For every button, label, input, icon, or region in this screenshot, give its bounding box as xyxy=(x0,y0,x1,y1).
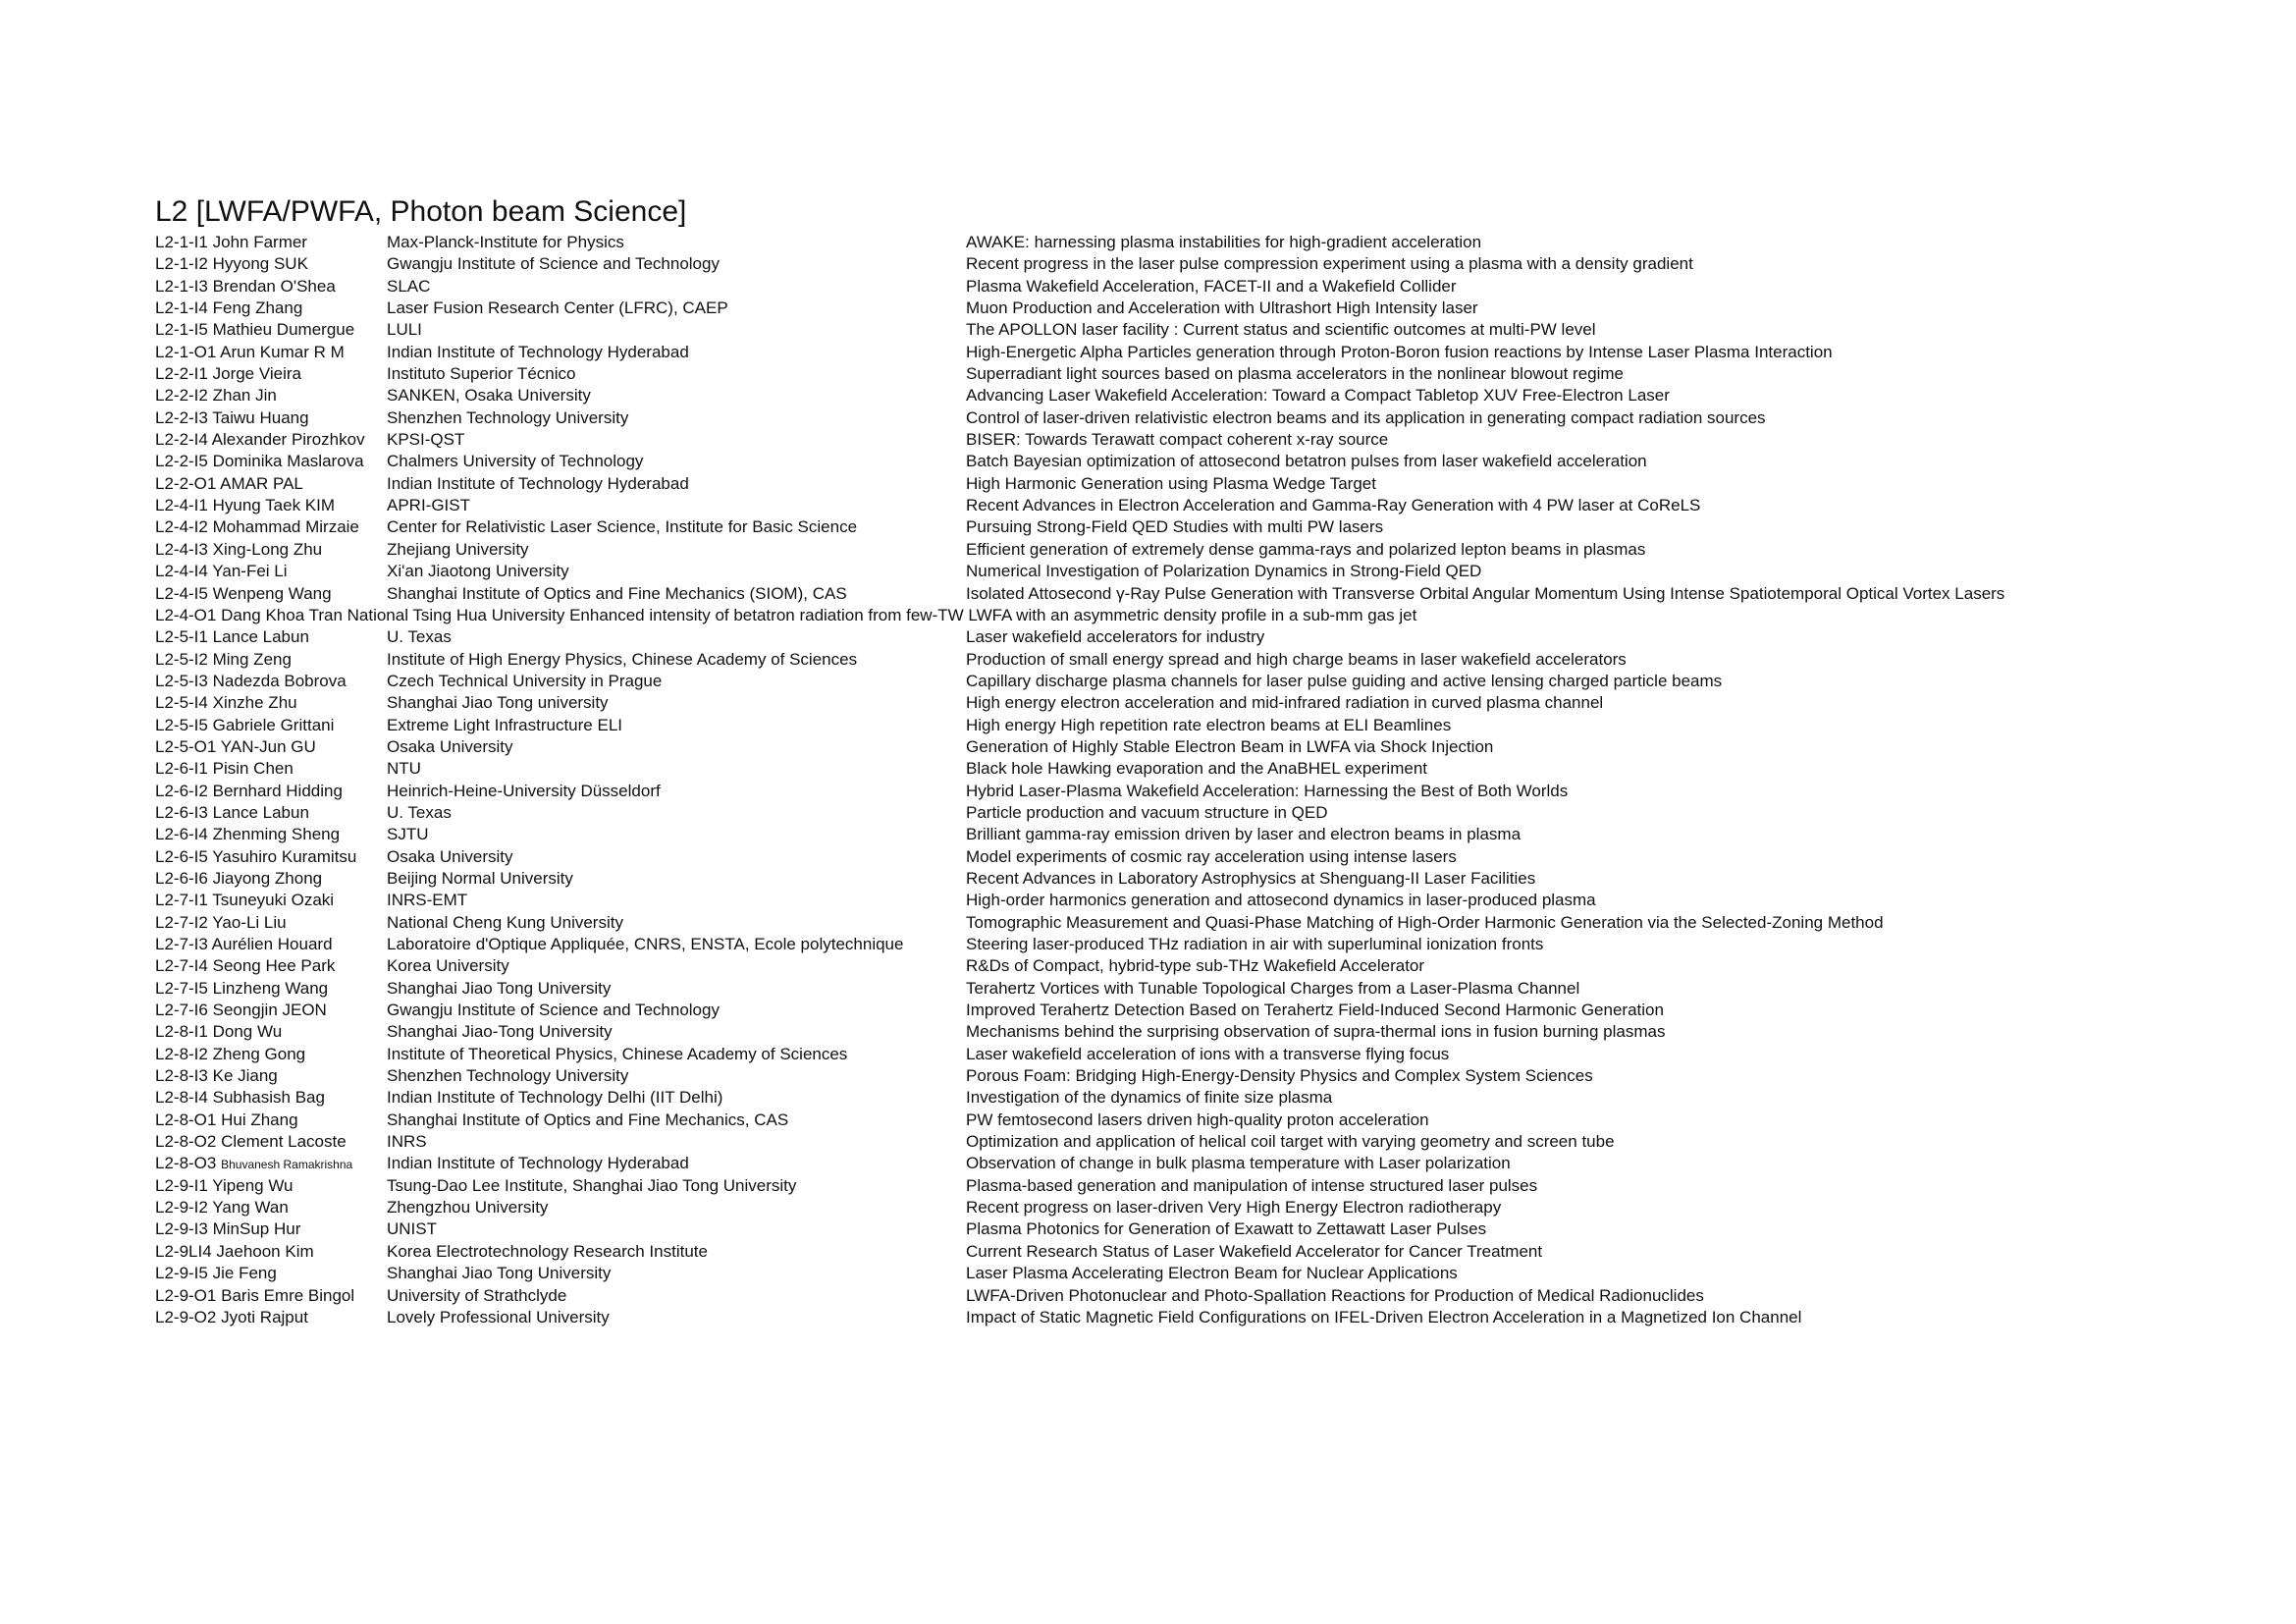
speaker-name: Baris Emre Bingol xyxy=(221,1285,355,1305)
presentation-row xyxy=(155,1087,2216,1109)
code-and-speaker xyxy=(155,495,335,516)
talk-title: The APOLLON laser facility : Current status and scientific outcomes at multi-PW level xyxy=(966,320,1596,340)
speaker-name: Gabriele Grittani xyxy=(212,715,335,734)
session-code: L2-9-I3 xyxy=(155,1219,208,1239)
speaker-name: Yan-Fei Li xyxy=(212,562,288,581)
speaker-name: Alexander Pirozhkov xyxy=(211,430,365,450)
presentation-row xyxy=(155,451,2216,472)
institution: INRS xyxy=(387,1132,427,1152)
code-and-speaker xyxy=(155,1175,294,1197)
institution: Shenzhen Technology University xyxy=(387,407,629,427)
code-and-speaker xyxy=(155,781,343,802)
code-and-speaker xyxy=(155,232,307,253)
session-code: L2-6-I6 xyxy=(155,868,208,888)
talk-title: High Harmonic Generation using Plasma Wedge Target xyxy=(966,473,1376,493)
presentation-row xyxy=(155,912,2216,934)
session-code: L2-2-I1 xyxy=(155,364,208,384)
institution: Shanghai Institute of Optics and Fine Mechanics (SIOM), CAS xyxy=(387,583,847,603)
presentation-row xyxy=(155,319,2216,341)
code-and-speaker xyxy=(155,649,292,671)
presentation-row xyxy=(155,890,2216,911)
speaker-name: Taiwu Huang xyxy=(212,407,309,427)
institution: Shenzhen Technology University xyxy=(387,1066,629,1086)
institution: Shanghai Jiao Tong University xyxy=(387,1264,612,1283)
presentation-row xyxy=(155,978,2216,1000)
institution: Xi'an Jiaotong University xyxy=(387,562,569,581)
session-code: L2-2-I2 xyxy=(155,386,208,406)
presentation-row xyxy=(155,715,2216,736)
institution: SJTU xyxy=(387,825,429,844)
institution: Osaka University xyxy=(387,736,513,756)
session-code: L2-5-I2 xyxy=(155,649,208,669)
presentation-row xyxy=(155,363,2216,385)
speaker-name: Xinzhe Zhu xyxy=(212,693,297,713)
speaker-name: AMAR PAL xyxy=(220,473,303,493)
session-code: L2-5-I1 xyxy=(155,627,208,647)
speaker-name: Linzheng Wang xyxy=(212,978,329,998)
code-and-speaker xyxy=(155,934,333,955)
speaker-name: Ming Zeng xyxy=(212,649,292,669)
talk-title: Mechanisms behind the surprising observation of supra-thermal ions in fusion burning plasmas xyxy=(966,1022,1666,1042)
talk-title: PW femtosecond lasers driven high-quality proton acceleration xyxy=(966,1110,1429,1129)
code-and-speaker xyxy=(155,758,294,780)
speaker-name: Xing-Long Zhu xyxy=(212,539,323,559)
session-code: L2-7-I4 xyxy=(155,956,208,976)
code-and-speaker xyxy=(155,407,309,429)
institution: Beijing Normal University xyxy=(387,868,573,888)
talk-title: Current Research Status of Laser Wakefield Accelerator for Cancer Treatment xyxy=(966,1241,1543,1261)
talk-title: Hybrid Laser-Plasma Wakefield Acceleration: Harnessing the Best of Both Worlds xyxy=(966,781,1569,800)
institution: KPSI-QST xyxy=(387,430,465,450)
code-and-speaker xyxy=(155,429,365,451)
session-code: L2-6-I4 xyxy=(155,825,208,844)
session-code: L2-4-I2 xyxy=(155,517,208,537)
institution: Instituto Superior Técnico xyxy=(387,364,576,384)
presentation-line: L2-4-O1 Dang Khoa Tran National Tsing Hua University Enhanced intensity of betatron radiation from few-TW LWFA with an asymmetric density profile in a sub-mm gas jet xyxy=(155,605,1417,624)
session-code: L2-7-I5 xyxy=(155,978,208,998)
talk-title: Plasma Wakefield Acceleration, FACET-II and a Wakefield Collider xyxy=(966,276,1457,296)
code-and-speaker xyxy=(155,890,334,911)
speaker-name: Zhan Jin xyxy=(212,386,277,406)
session-code: L2-8-O2 xyxy=(155,1132,217,1152)
talk-title: High energy electron acceleration and mid-infrared radiation in curved plasma channel xyxy=(966,693,1604,713)
session-code: L2-7-I6 xyxy=(155,1001,208,1020)
talk-title: Superradiant light sources based on plasma accelerators in the nonlinear blowout regime xyxy=(966,364,1624,384)
talk-title: Porous Foam: Bridging High-Energy-Density Physics and Complex System Sciences xyxy=(966,1066,1593,1086)
institution: Shanghai Jiao-Tong University xyxy=(387,1022,613,1042)
session-code: L2-6-I3 xyxy=(155,802,208,822)
talk-title: High energy High repetition rate electron beams at ELI Beamlines xyxy=(966,715,1452,734)
speaker-name: Jyoti Rajput xyxy=(221,1307,308,1326)
talk-title: High-order harmonics generation and attosecond dynamics in laser-produced plasma xyxy=(966,891,1596,910)
presentation-row xyxy=(155,824,2216,845)
institution: Osaka University xyxy=(387,846,513,866)
institution: Institute of Theoretical Physics, Chinese Academy of Sciences xyxy=(387,1044,848,1063)
code-and-speaker xyxy=(155,1000,327,1021)
session-code: L2-8-I4 xyxy=(155,1088,208,1108)
code-and-speaker xyxy=(155,736,316,758)
speaker-name: Tsuneyuki Ozaki xyxy=(212,891,335,910)
institution: Laboratoire d'Optique Appliquée, CNRS, ENSTA, Ecole polytechnique xyxy=(387,935,904,953)
speaker-name: Feng Zhang xyxy=(212,298,303,318)
session-code: L2-2-I3 xyxy=(155,407,208,427)
institution: Institute of High Energy Physics, Chinese Academy of Sciences xyxy=(387,649,858,669)
code-and-speaker xyxy=(155,978,328,1000)
speaker-name: Aurélien Houard xyxy=(211,935,333,953)
code-and-speaker xyxy=(155,1110,298,1131)
code-and-speaker xyxy=(155,671,347,692)
institution: Chalmers University of Technology xyxy=(387,452,644,471)
session-code: L2-1-I1 xyxy=(155,233,208,251)
speaker-name: Bhuvanesh Ramakrishna xyxy=(221,1158,353,1172)
institution: Center for Relativistic Laser Science, Institute for Basic Science xyxy=(387,517,858,537)
code-and-speaker xyxy=(155,692,297,714)
code-and-speaker xyxy=(155,451,364,472)
session-code: L2-5-I5 xyxy=(155,715,208,734)
talk-title: LWFA-Driven Photonuclear and Photo-Spallation Reactions for Production of Medical Radionuclides xyxy=(966,1285,1704,1305)
talk-title: Advancing Laser Wakefield Acceleration: Toward a Compact Tabletop XUV Free-Electron Laser xyxy=(966,386,1670,406)
talk-title: R&Ds of Compact, hybrid-type sub-THz Wakefield Accelerator xyxy=(966,956,1425,976)
speaker-name: Lance Labun xyxy=(212,802,309,822)
speaker-name: YAN-Jun GU xyxy=(220,736,316,756)
talk-title: Capillary discharge plasma channels for laser pulse guiding and active lensing charged particle beams xyxy=(966,671,1723,690)
institution: U. Texas xyxy=(387,802,452,822)
presentation-row xyxy=(155,232,2216,253)
presentation-row xyxy=(155,671,2216,692)
institution: Zhejiang University xyxy=(387,539,529,559)
code-and-speaker xyxy=(155,1285,354,1307)
session-code: L2-7-I1 xyxy=(155,891,208,910)
code-and-speaker xyxy=(155,516,359,538)
talk-title: Plasma Photonics for Generation of Exawatt to Zettawatt Laser Pulses xyxy=(966,1219,1487,1239)
talk-title: Steering laser-produced THz radiation in air with superluminal ionization fronts xyxy=(966,935,1544,953)
talk-title: Plasma-based generation and manipulation of intense structured laser pulses xyxy=(966,1175,1538,1195)
institution: Indian Institute of Technology Hyderabad xyxy=(387,1154,689,1173)
presentation-row xyxy=(155,583,2216,605)
code-and-speaker xyxy=(155,363,301,385)
talk-title: Laser wakefield accelerators for industry xyxy=(966,627,1265,647)
speaker-name: Lance Labun xyxy=(212,627,309,647)
code-and-speaker xyxy=(155,583,332,605)
session-code: L2-9-O1 xyxy=(155,1285,217,1305)
code-and-speaker xyxy=(155,1241,314,1263)
speaker-name: Ke Jiang xyxy=(212,1066,278,1086)
speaker-name: John Farmer xyxy=(212,233,307,251)
code-and-speaker xyxy=(155,342,345,363)
institution: Gwangju Institute of Science and Technology xyxy=(387,254,720,274)
institution: Shanghai Jiao Tong university xyxy=(387,693,609,713)
session-code: L2-8-I1 xyxy=(155,1022,208,1042)
code-and-speaker xyxy=(155,473,303,495)
code-and-speaker xyxy=(155,1131,347,1153)
institution: Heinrich-Heine-University Düsseldorf xyxy=(387,781,661,800)
talk-title: Terahertz Vortices with Tunable Topological Charges from a Laser-Plasma Channel xyxy=(966,978,1580,998)
institution: LULI xyxy=(387,320,422,340)
talk-title: Isolated Attosecond γ-Ray Pulse Generation with Transverse Orbital Angular Momentum Using Intense Spatiotemporal Optical Vortex Lasers xyxy=(966,583,2005,603)
code-and-speaker xyxy=(155,1153,352,1175)
speaker-name: Nadezda Bobrova xyxy=(212,671,347,690)
presentation-row xyxy=(155,955,2216,977)
presentation-row xyxy=(155,342,2216,363)
presentation-row xyxy=(155,605,2216,626)
speaker-name: Bernhard Hidding xyxy=(212,781,343,800)
session-code: L2-5-I4 xyxy=(155,693,208,713)
presentation-row xyxy=(155,1153,2216,1174)
talk-title: Investigation of the dynamics of finite size plasma xyxy=(966,1088,1333,1108)
session-code: L2-9LI4 xyxy=(155,1241,212,1261)
talk-title: High-Energetic Alpha Particles generation through Proton-Boron fusion reactions by Intense Laser Plasma Interaction xyxy=(966,342,1833,361)
session-code: L2-1-I2 xyxy=(155,254,208,274)
talk-title: Impact of Static Magnetic Field Configurations on IFEL-Driven Electron Acceleration in a Magnetized Ion Channel xyxy=(966,1307,1802,1326)
presentation-row xyxy=(155,276,2216,298)
speaker-name: Jaehoon Kim xyxy=(216,1241,314,1261)
code-and-speaker xyxy=(155,1065,278,1087)
session-code: L2-9-I5 xyxy=(155,1264,208,1283)
presentation-row xyxy=(155,516,2216,538)
presentation-row xyxy=(155,1021,2216,1043)
institution: Korea University xyxy=(387,956,509,976)
code-and-speaker xyxy=(155,561,288,582)
institution: Extreme Light Infrastructure ELI xyxy=(387,715,622,734)
session-code: L2-8-O3 xyxy=(155,1154,217,1173)
institution: Indian Institute of Technology Hyderabad xyxy=(387,342,689,361)
presentation-row xyxy=(155,1263,2216,1284)
speaker-name: Yasuhiro Kuramitsu xyxy=(212,846,357,866)
session-code: L2-8-I3 xyxy=(155,1066,208,1086)
institution: APRI-GIST xyxy=(387,496,471,515)
code-and-speaker xyxy=(155,1044,305,1065)
presentation-row xyxy=(155,429,2216,451)
speaker-name: Jiayong Zhong xyxy=(212,868,323,888)
talk-title: Muon Production and Acceleration with Ultrashort High Intensity laser xyxy=(966,298,1478,318)
speaker-name: Zheng Gong xyxy=(212,1044,306,1063)
session-code: L2-9-I2 xyxy=(155,1198,208,1218)
institution: Laser Fusion Research Center (LFRC), CAEP xyxy=(387,298,728,318)
presentation-row xyxy=(155,385,2216,406)
session-code: L2-1-I5 xyxy=(155,320,208,340)
talk-title: Control of laser-driven relativistic electron beams and its application in generating compact radiation sources xyxy=(966,407,1766,427)
talk-title: Recent progress on laser-driven Very High Energy Electron radiotherapy xyxy=(966,1198,1502,1218)
talk-title: Recent Advances in Laboratory Astrophysics at Shenguang-II Laser Facilities xyxy=(966,868,1536,888)
talk-title: Model experiments of cosmic ray acceleration using intense lasers xyxy=(966,846,1457,866)
code-and-speaker xyxy=(155,539,322,561)
institution: UNIST xyxy=(387,1219,437,1239)
institution: Korea Electrotechnology Research Institute xyxy=(387,1241,708,1261)
institution: SANKEN, Osaka University xyxy=(387,386,591,406)
institution: Tsung-Dao Lee Institute, Shanghai Jiao Tong University xyxy=(387,1175,797,1195)
talk-title: Batch Bayesian optimization of attosecond betatron pulses from laser wakefield acceleration xyxy=(966,452,1647,471)
code-and-speaker xyxy=(155,1087,325,1109)
session-code: L2-6-I2 xyxy=(155,781,208,800)
institution: U. Texas xyxy=(387,627,452,647)
session-code: L2-1-I4 xyxy=(155,298,208,318)
speaker-name: Yao-Li Liu xyxy=(212,912,287,932)
speaker-name: MinSup Hur xyxy=(212,1219,301,1239)
session-code: L2-1-I3 xyxy=(155,276,208,296)
presentation-row xyxy=(155,495,2216,516)
presentation-row xyxy=(155,736,2216,758)
presentation-row xyxy=(155,934,2216,955)
code-and-speaker xyxy=(155,846,356,868)
session-code: L2-7-I3 xyxy=(155,935,208,953)
code-and-speaker xyxy=(155,385,277,406)
talk-title: Optimization and application of helical coil target with varying geometry and screen tube xyxy=(966,1132,1615,1152)
institution: National Cheng Kung University xyxy=(387,912,623,932)
presentation-row xyxy=(155,407,2216,429)
speaker-name: Hui Zhang xyxy=(221,1110,298,1129)
presentation-row xyxy=(155,561,2216,582)
code-and-speaker xyxy=(155,955,335,977)
code-and-speaker xyxy=(155,912,287,934)
presentation-row xyxy=(155,846,2216,868)
speaker-name: Jie Feng xyxy=(212,1264,277,1283)
institution: NTU xyxy=(387,759,421,779)
speaker-name: Seongjin JEON xyxy=(212,1001,327,1020)
talk-title: Brilliant gamma-ray emission driven by laser and electron beams in plasma xyxy=(966,825,1522,844)
speaker-name: Dong Wu xyxy=(212,1022,283,1042)
speaker-name: Pisin Chen xyxy=(212,759,294,779)
institution: Zhengzhou University xyxy=(387,1198,549,1218)
institution: University of Strathclyde xyxy=(387,1285,567,1305)
talk-title: Black hole Hawking evaporation and the AnaBHEL experiment xyxy=(966,759,1427,779)
presentation-row xyxy=(155,1197,2216,1218)
presentation-row xyxy=(155,781,2216,802)
speaker-name: Yang Wan xyxy=(212,1198,289,1218)
code-and-speaker xyxy=(155,1197,289,1218)
talk-title: Particle production and vacuum structure in QED xyxy=(966,802,1328,822)
talk-title: Tomographic Measurement and Quasi-Phase Matching of High-Order Harmonic Generation via the Selected-Zoning Method xyxy=(966,912,1884,932)
code-and-speaker xyxy=(155,319,354,341)
code-and-speaker xyxy=(155,802,309,824)
presentation-row xyxy=(155,758,2216,780)
code-and-speaker xyxy=(155,824,340,845)
presentation-row xyxy=(155,253,2216,275)
talk-title: Efficient generation of extremely dense gamma-rays and polarized lepton beams in plasmas xyxy=(966,539,1646,559)
presentation-row xyxy=(155,626,2216,648)
session-code: L2-4-I4 xyxy=(155,562,208,581)
code-and-speaker xyxy=(155,1263,277,1284)
session-code: L2-2-I5 xyxy=(155,452,208,471)
presentation-list xyxy=(155,232,2216,1328)
speaker-name: Dominika Maslarova xyxy=(212,452,364,471)
session-code: L2-4-I3 xyxy=(155,539,208,559)
code-and-speaker xyxy=(155,1218,300,1240)
code-and-speaker xyxy=(155,253,308,275)
institution: Shanghai Institute of Optics and Fine Mechanics, CAS xyxy=(387,1110,789,1129)
talk-title: BISER: Towards Terawatt compact coherent x-ray source xyxy=(966,430,1389,450)
institution: Indian Institute of Technology Delhi (IIT Delhi) xyxy=(387,1088,723,1108)
session-code: L2-2-I4 xyxy=(155,430,208,450)
presentation-row xyxy=(155,649,2216,671)
presentation-row xyxy=(155,692,2216,714)
code-and-speaker xyxy=(155,1307,308,1328)
presentation-row xyxy=(155,1065,2216,1087)
presentation-row xyxy=(155,1307,2216,1328)
code-and-speaker xyxy=(155,868,322,890)
presentation-row xyxy=(155,1044,2216,1065)
speaker-name: Yipeng Wu xyxy=(212,1175,294,1195)
session-code: L2-7-I2 xyxy=(155,912,208,932)
talk-title: AWAKE: harnessing plasma instabilities for high-gradient acceleration xyxy=(966,233,1482,251)
presentation-row xyxy=(155,1218,2216,1240)
speaker-name: Mohammad Mirzaie xyxy=(212,517,359,537)
talk-title: Pursuing Strong-Field QED Studies with multi PW lasers xyxy=(966,517,1384,537)
speaker-name: Seong Hee Park xyxy=(212,956,336,976)
institution: Lovely Professional University xyxy=(387,1307,610,1326)
session-code: L2-8-O1 xyxy=(155,1110,217,1129)
session-code: L2-5-O1 xyxy=(155,736,217,756)
institution: Czech Technical University in Prague xyxy=(387,671,663,690)
institution: Indian Institute of Technology Hyderabad xyxy=(387,473,689,493)
presentation-row xyxy=(155,473,2216,495)
talk-title: Generation of Highly Stable Electron Beam in LWFA via Shock Injection xyxy=(966,736,1494,756)
session-code: L2-5-I3 xyxy=(155,671,208,690)
talk-title: Recent progress in the laser pulse compression experiment using a plasma with a density gradient xyxy=(966,254,1693,274)
talk-title: Observation of change in bulk plasma temperature with Laser polarization xyxy=(966,1154,1511,1173)
presentation-row xyxy=(155,1110,2216,1131)
presentation-row xyxy=(155,1285,2216,1307)
code-and-speaker xyxy=(155,715,334,736)
session-code: L2-4-I1 xyxy=(155,496,208,515)
code-and-speaker xyxy=(155,276,336,298)
speaker-name: Clement Lacoste xyxy=(221,1132,347,1152)
institution: Max-Planck-Institute for Physics xyxy=(387,233,624,251)
session-code: L2-8-I2 xyxy=(155,1044,208,1063)
speaker-name: Mathieu Dumergue xyxy=(212,320,355,340)
code-and-speaker xyxy=(155,298,302,319)
talk-title: Laser Plasma Accelerating Electron Beam for Nuclear Applications xyxy=(966,1264,1458,1283)
presentation-row xyxy=(155,539,2216,561)
session-code: L2-6-I1 xyxy=(155,759,208,779)
talk-title: Production of small energy spread and high charge beams in laser wakefield accelerators xyxy=(966,649,1627,669)
speaker-name: Subhasish Bag xyxy=(212,1088,325,1108)
section-title: L2 [LWFA/PWFA, Photon beam Science] xyxy=(155,195,687,228)
program-page xyxy=(155,194,2216,1328)
talk-title: Laser wakefield acceleration of ions with a transverse flying focus xyxy=(966,1044,1450,1063)
presentation-row xyxy=(155,1000,2216,1021)
speaker-name: Wenpeng Wang xyxy=(212,583,332,603)
talk-title: Recent Advances in Electron Acceleration and Gamma-Ray Generation with 4 PW laser at CoReLS xyxy=(966,496,1701,515)
presentation-row xyxy=(155,1175,2216,1197)
speaker-name: Zhenming Sheng xyxy=(212,825,341,844)
session-code: L2-6-I5 xyxy=(155,846,208,866)
presentation-row xyxy=(155,1241,2216,1263)
code-and-speaker xyxy=(155,626,309,648)
speaker-name: Jorge Vieira xyxy=(212,364,302,384)
talk-title: Numerical Investigation of Polarization Dynamics in Strong-Field QED xyxy=(966,562,1482,581)
session-code: L2-1-O1 xyxy=(155,342,217,361)
presentation-row xyxy=(155,1131,2216,1153)
institution: Shanghai Jiao Tong University xyxy=(387,978,612,998)
talk-title: Improved Terahertz Detection Based on Terahertz Field-Induced Second Harmonic Generation xyxy=(966,1001,1664,1020)
code-and-speaker xyxy=(155,1021,282,1043)
speaker-name: Brendan O'Shea xyxy=(212,276,336,296)
speaker-name: Hyung Taek KIM xyxy=(212,496,336,515)
speaker-name: Hyyong SUK xyxy=(212,254,308,274)
session-code: L2-4-I5 xyxy=(155,583,208,603)
institution: SLAC xyxy=(387,276,431,296)
institution: Gwangju Institute of Science and Technology xyxy=(387,1001,720,1020)
session-code: L2-9-I1 xyxy=(155,1175,208,1195)
presentation-row xyxy=(155,298,2216,319)
presentation-row xyxy=(155,802,2216,824)
institution: INRS-EMT xyxy=(387,891,468,910)
session-code: L2-2-O1 xyxy=(155,473,217,493)
session-code: L2-9-O2 xyxy=(155,1307,217,1326)
presentation-row xyxy=(155,868,2216,890)
speaker-name: Arun Kumar R M xyxy=(220,342,345,361)
